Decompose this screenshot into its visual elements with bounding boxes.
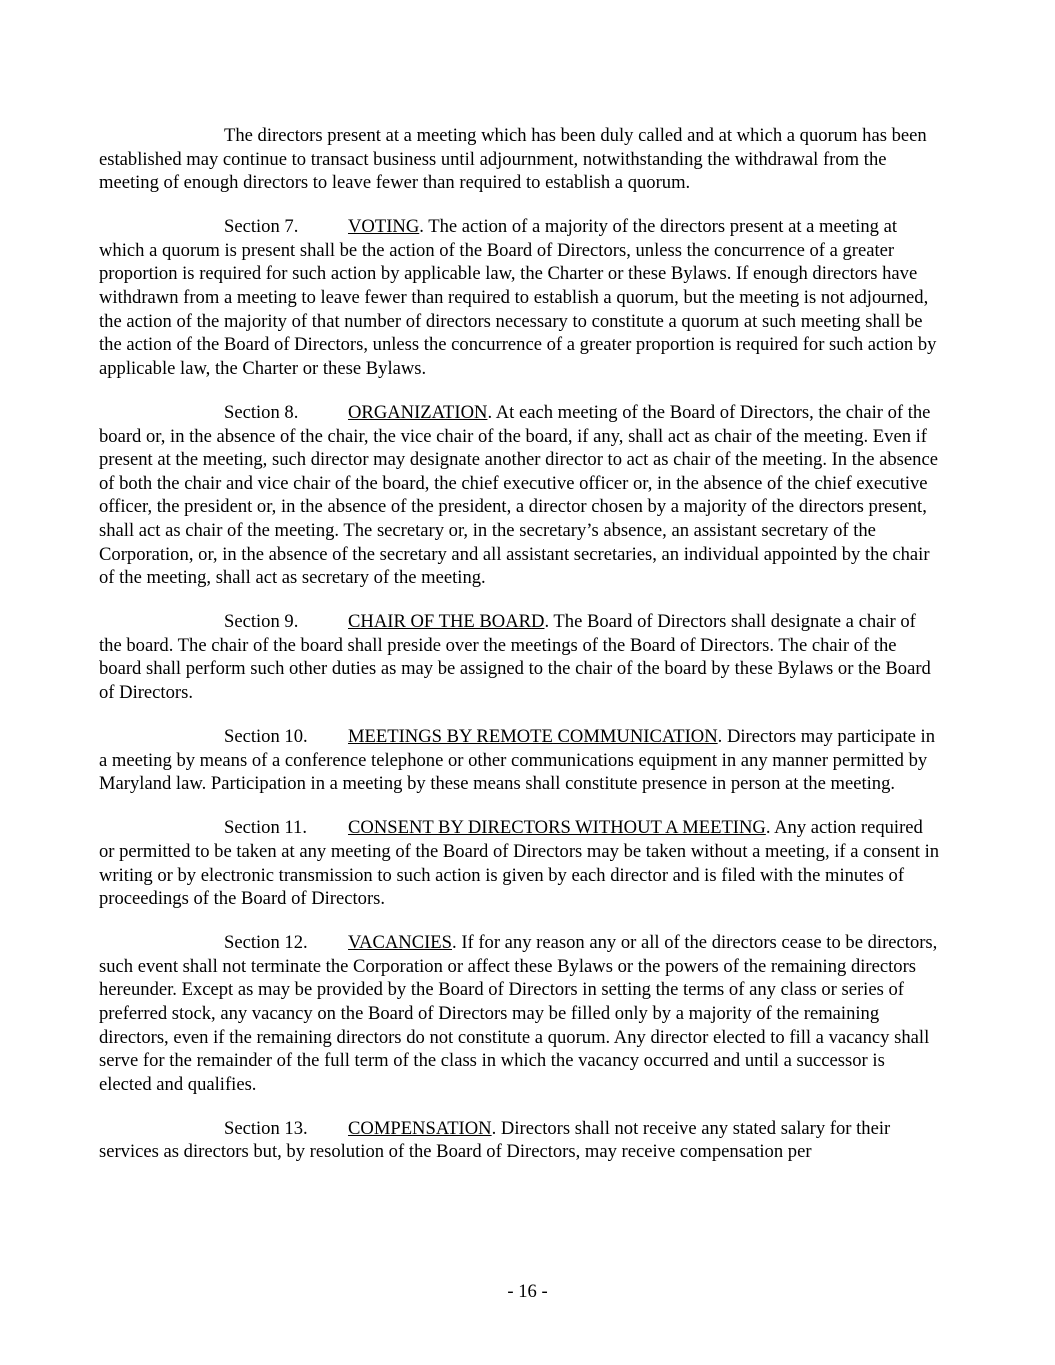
section-8-heading: ORGANIZATION — [348, 401, 488, 423]
section-9-number: Section 9. — [224, 611, 299, 633]
section-7-paragraph — [99, 215, 941, 380]
intro-paragraph — [99, 124, 941, 195]
section-10-paragraph — [99, 725, 941, 796]
section-7-heading: VOTING — [348, 216, 420, 238]
section-11-body: . Any action required or permitted to be taken at any meeting of the Board of Directors may be taken without a meeting, if a consent in writing or by electronic transmission to such action is given by each director and is filed with the minutes of proceedings of the Board of Directors. — [99, 817, 940, 910]
section-8-body: . At each meeting of the Board of Directors, the chair of the board or, in the absence of the chair, the vice chair of the board, if any, shall act as chair of the meeting. Even if present at the meeting, such director may designate another director to act as chair of the meeting. In the absence of both the chair and vice chair of the board, the chief executive officer or, in the absence of the chief executive officer, the president or, in the absence of the president, a director chosen by a majority of the directors present, shall act as chair of the meeting. The secretary or, in the secretary’s absence, an assistant secretary of the Corporation, or, in the absence of the secretary and all assistant secretaries, an individual appointed by the chair of the meeting, shall act as secretary of the meeting. — [99, 401, 938, 589]
section-10-heading: MEETINGS BY REMOTE COMMUNICATION — [348, 726, 718, 748]
section-11-number: Section 11. — [224, 817, 307, 839]
section-12-paragraph — [99, 931, 941, 1096]
document-page — [99, 124, 941, 1185]
section-13-number: Section 13. — [224, 1117, 308, 1139]
section-7-body: . The action of a majority of the directors present at a meeting at which a quorum is present shall be the action of the Board of Directors, unless the concurrence of a greater proportion is required for such action by applicable law, the Charter or these Bylaws. If enough directors have withdrawn from a meeting to leave fewer than required to establish a quorum, but the meeting is not adjourned, the action of the majority of that number of directors necessary to constitute a quorum at such meeting shall be the action of the Board of Directors, unless the concurrence of a greater proportion is required for such action by applicable law, the Charter or these Bylaws. — [99, 216, 937, 379]
section-7-number: Section 7. — [224, 216, 299, 238]
section-10-number: Section 10. — [224, 726, 308, 748]
section-13-paragraph — [99, 1117, 941, 1164]
section-12-heading: VACANCIES — [348, 932, 453, 954]
section-13-body: . Directors shall not receive any stated salary for their services as directors but, by resolution of the Board of Directors, may receive compensation per — [99, 1117, 891, 1163]
page-number: - 16 - — [507, 1281, 548, 1302]
section-11-paragraph — [99, 816, 941, 910]
section-11-heading: CONSENT BY DIRECTORS WITHOUT A MEETING — [348, 817, 766, 839]
intro-paragraph-text: The directors present at a meeting which has been duly called and at which a quorum has been established may continue to transact business until adjournment, notwithstanding the withdrawal from the meeting of enough directors to leave fewer than required to establish a quorum. — [99, 125, 927, 194]
section-9-body: . The Board of Directors shall designate a chair of the board. The chair of the board shall preside over the meetings of the Board of Directors. The chair of the board shall perform such other duties as may be assigned to the chair of the board by these Bylaws or the Board of Directors. — [99, 611, 931, 703]
section-13-heading: COMPENSATION — [348, 1117, 492, 1139]
section-12-body: . If for any reason any or all of the directors cease to be directors, such event shall not terminate the Corporation or affect these Bylaws or the powers of the remaining directors hereunder. Except as may be provided by the Board of Directors in setting the terms of any class or series of preferred stock, any vacancy on the Board of Directors may be filled only by a majority of the remaining directors, even if the remaining directors do not constitute a quorum. Any director elected to fill a vacancy shall serve for the remainder of the full term of the class in which the vacancy occurred and until a successor is elected and qualifies. — [99, 932, 938, 1095]
section-9-heading: CHAIR OF THE BOARD — [348, 611, 545, 633]
section-8-number: Section 8. — [224, 401, 299, 423]
section-9-paragraph — [99, 610, 941, 704]
section-12-number: Section 12. — [224, 932, 308, 954]
section-8-paragraph — [99, 401, 941, 590]
section-10-body: . Directors may participate in a meeting by means of a conference telephone or other communications equipment in any manner permitted by Maryland law. Participation in a meeting by these means shall constitute presence in person at the meeting. — [99, 726, 936, 795]
